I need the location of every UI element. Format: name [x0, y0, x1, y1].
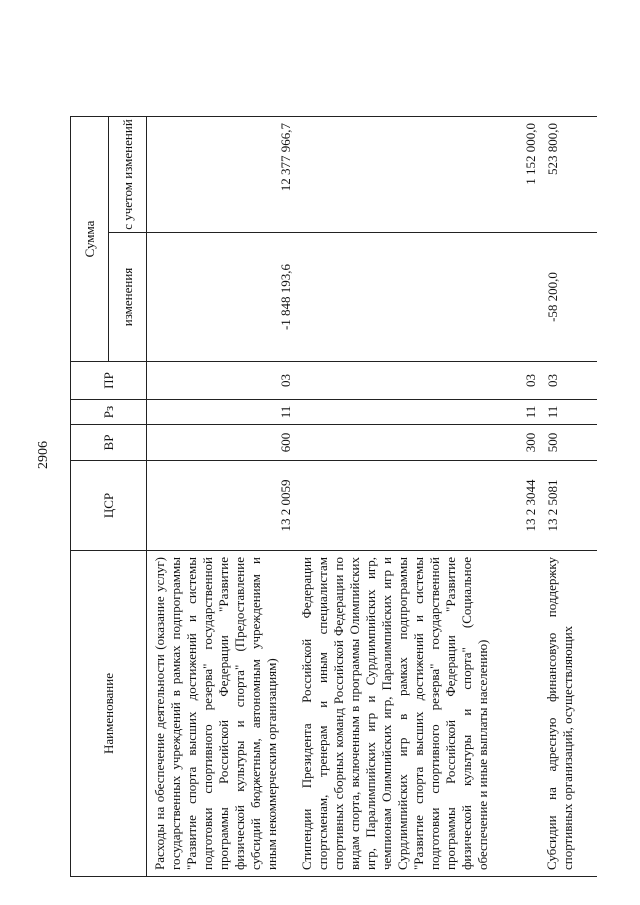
row-pr: 03: [294, 362, 539, 400]
header-vr: ВР: [71, 425, 147, 461]
header-sum: Сумма: [71, 117, 109, 362]
header-rz: Рз: [71, 400, 147, 425]
row-csr: 13 2 5081: [539, 461, 597, 551]
row-csr: 13 2 3044: [294, 461, 539, 551]
row-name: Расходы на обеспечение деятельности (оказание услуг) государственных учреждений в рамках подпрограммы "Развитие спорта высших достижений и системы подготовки спортивного резерва" государственной программы Российской Федерации "Развитие физической культуры и спорта" (Предоставление субсидий бюджетным, автономным учреждениям и иным некоммерческим организациям): [147, 551, 294, 877]
row-name: Субсидии на адресную финансовую поддержку спортивных организаций, осуществляющих: [539, 551, 597, 877]
row-change: [294, 233, 539, 362]
budget-table: [70, 116, 597, 877]
header-pr: ПР: [71, 362, 147, 400]
header-changes: изменения: [109, 233, 147, 362]
row-pr: 03: [147, 362, 294, 400]
row-vr: 300: [294, 425, 539, 461]
row-rz: 11: [147, 400, 294, 425]
table-row: [294, 117, 539, 877]
page-number: 2906: [36, 441, 51, 469]
row-csr: 13 2 0059: [147, 461, 294, 551]
header-csr: ЦСР: [71, 461, 147, 551]
row-rz: 11: [294, 400, 539, 425]
row-total: 12 377 966,7: [147, 117, 294, 233]
row-rz: 11: [539, 400, 597, 425]
row-total: 523 800,0: [539, 117, 597, 233]
header-name: Наименование: [71, 551, 147, 877]
row-vr: 500: [539, 425, 597, 461]
row-name: Стипендии Президента Российской Федерации спортсменам, тренерам и иным специалистам спортивных сборных команд Российской Федерации по видам спорта, включенным в программы Олимпийских игр, Паралимпийских игр и Сурдлимпийских игр, чемпионам Олимпийских игр, Паралимпийских игр и Сурдлимпийских игр в рамках подпрограммы "Развитие спорта высших достижений и системы подготовки спортивного резерва" государственной программы Российской Федерации "Развитие физической культуры и спорта" (Социальное обеспечение и иные выплаты населению): [294, 551, 539, 877]
row-change: -58 200,0: [539, 233, 597, 362]
row-change: -1 848 193,6: [147, 233, 294, 362]
table-header: [71, 117, 147, 877]
table-row: [539, 117, 597, 877]
row-pr: 03: [539, 362, 597, 400]
row-vr: 600: [147, 425, 294, 461]
row-total: 1 152 000,0: [294, 117, 539, 233]
table-row: [147, 117, 294, 877]
header-with-changes: с учетом изменений: [109, 117, 147, 233]
